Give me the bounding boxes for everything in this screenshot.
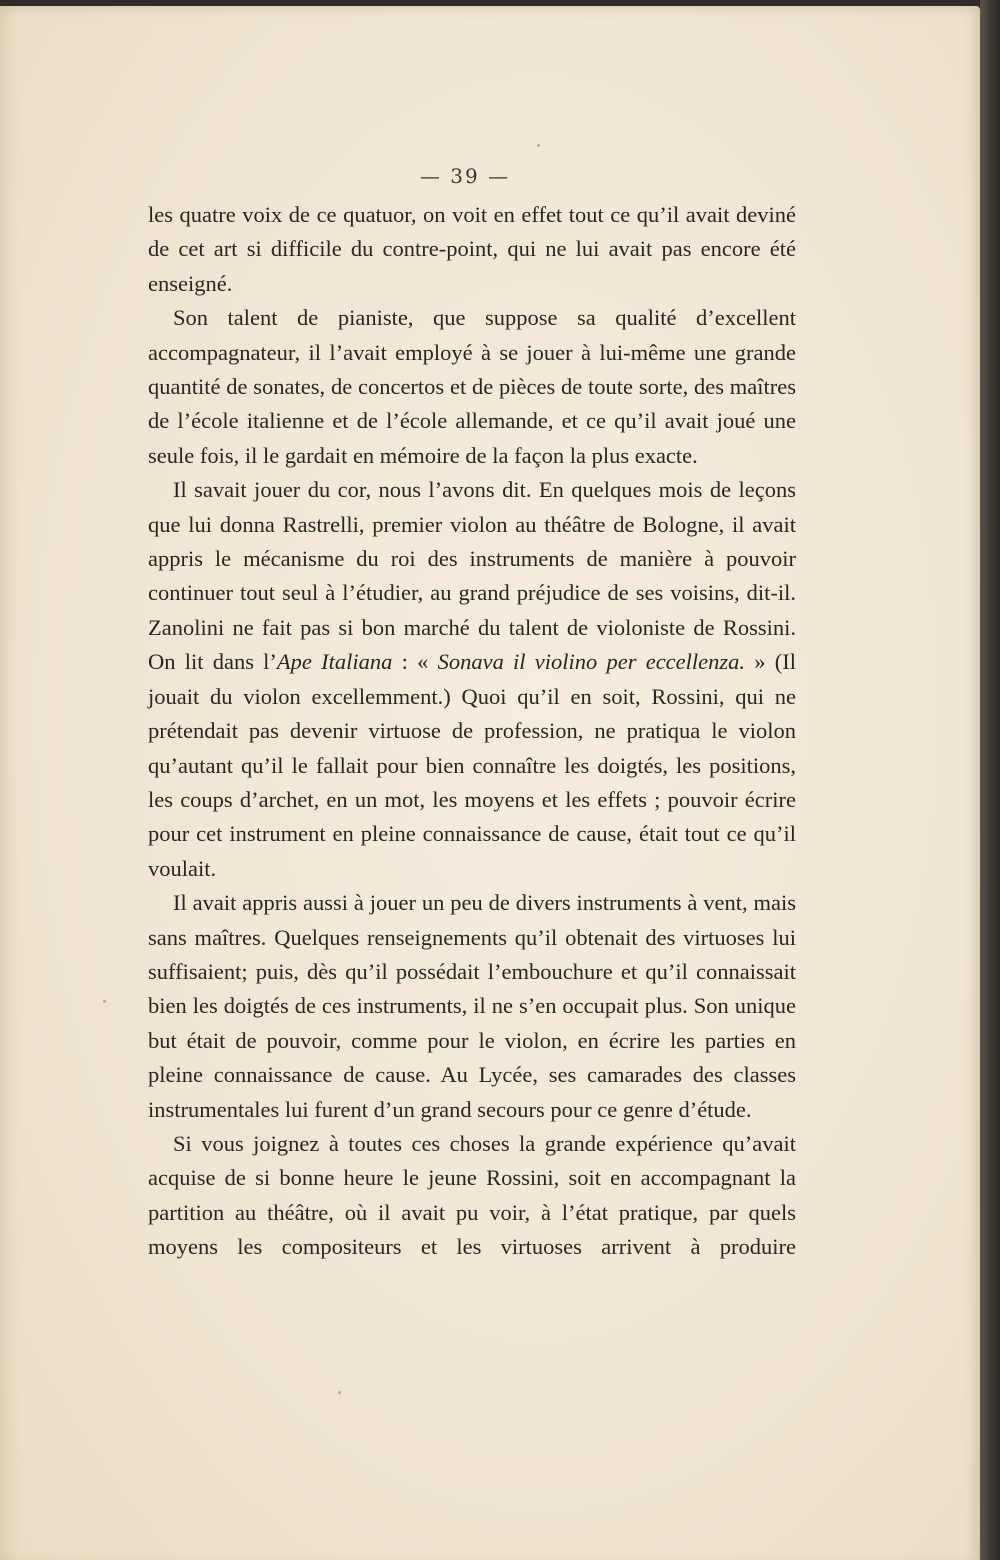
paragraph-3: [148, 473, 796, 886]
paragraph-5: Si vous joignez à toutes ces choses la grande expérience qu’avait acquise de si bonne heure le jeune Rossini, soit en accompagnant la partition au théâtre, où il avait pu voir, à l’état pratique, par quels moyens les compositeurs et les virtuoses arrivent à produire: [148, 1130, 796, 1260]
italian-quote-italic: Sonava il violino per eccellenza.: [437, 649, 746, 675]
paper-speck: [537, 144, 540, 147]
body-text: [148, 198, 796, 1265]
page-number-header: — 39 —: [419, 164, 511, 188]
book-edge-shadow: [980, 0, 1000, 1560]
paragraph-1: les quatre voix de ce quatuor, on voit en effet tout ce qu’il avait deviné de cet art si difficile du contre-point, qui ne lui avait pas encore été enseigné.: [148, 202, 796, 296]
paragraph-2: Son talent de pianiste, que suppose sa qualité d’excellent accompagnateur, il l’avait employé à se jouer à lui-même une grande quantité de sonates, de concertos et de pièces de toute sorte, des maîtres de l’école italienne et de l’école allemande, et ce qu’il avait joué une seule fois, il le gardait en mémoire de la façon la plus exacte.: [148, 305, 796, 468]
paper-speck: [338, 1391, 341, 1394]
book-page: [0, 6, 980, 1560]
paragraph-3-text-start: Il savait jouer du cor, nous l’avons dit. En quelques mois de leçons que lui donna Rastrelli, premier violon au théâtre de Bologne, il avait appris le mécanisme du roi des instruments de manière à pouvoir continuer tout seul à l’étudier, au grand préjudice de ses voisins, dit-il. Zanolini ne fait pas si bon marché du talent de violoniste de Rossini. On lit dans l’: [148, 477, 796, 675]
paper-speck: [103, 1000, 106, 1003]
paragraph-3-text-mid: : «: [392, 649, 438, 675]
paragraph-4: Il avait appris aussi à jouer un peu de divers instruments à vent, mais sans maîtres. Quelques renseignements qu’il obtenait des virtuoses lui suffisaient; puis, dès qu’il possédait l’embouchure et qu’il connaissait bien les doigtés de ces instruments, il ne s’en occupait plus. Son unique but était de pouvoir, comme pour le violon, en écrire les parties en pleine connaissance de cause. Au Lycée, ses camarades des classes instrumentales lui furent d’un grand secours pour ce genre d’étude.: [148, 890, 796, 1122]
source-title-italic: Ape Italiana: [276, 649, 393, 675]
paragraph-3-text-end: » (Il jouait du violon excellemment.) Quoi qu’il en soit, Rossini, qui ne prétendait pas devenir virtuose de profession, ne pratiqua le violon qu’autant qu’il le fallait pour bien connaître les doigtés, les positions, les coups d’archet, en un mot, les moyens et les effets ; pouvoir écrire pour cet instrument en pleine connaissance de cause, était tout ce qu’il voulait.: [148, 649, 796, 881]
